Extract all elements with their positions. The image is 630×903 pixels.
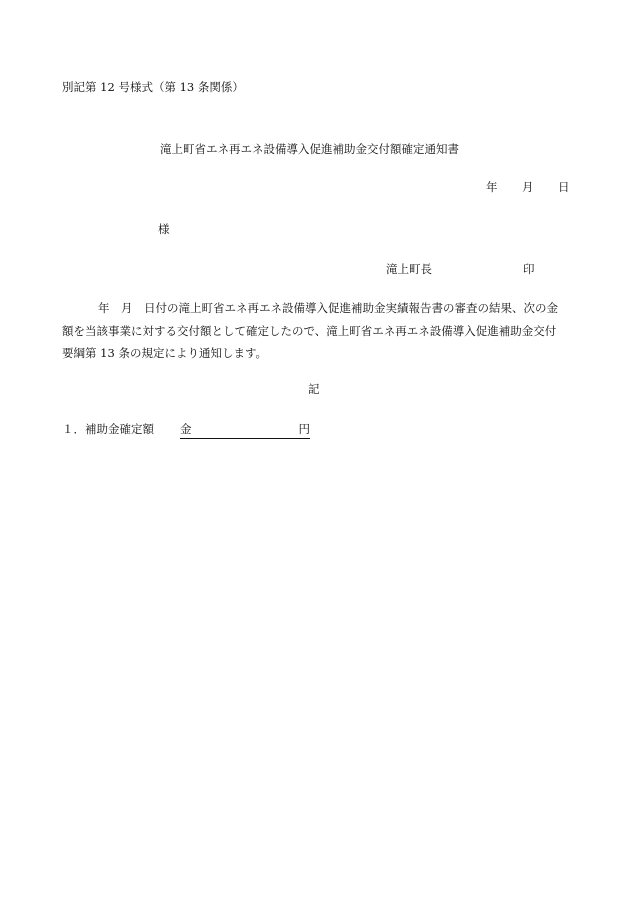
amount-field [180,424,310,439]
amount-prefix: 金 [180,422,192,436]
amount-suffix: 円 [298,422,310,436]
form-label: 別記第 12 号様式（第 13 条関係） [62,80,244,94]
body-text [62,297,570,365]
date-month-label: 月 [522,180,534,194]
body-line: 額を当該事業に対する交付額として確定したので、滝上町省エネ再エネ設備導入促進補助金交付 [62,323,557,338]
body-line [62,297,570,320]
body-line: 要綱第 13 条の規定により通知します。 [62,346,268,360]
page-title: 滝上町省エネ再エネ設備導入促進補助金交付額確定通知書 [160,142,459,156]
item-row [62,424,322,440]
item-label: １．補助金確定額 [62,422,154,436]
addressee-suffix: 様 [158,222,170,236]
notes-mark: 記 [308,382,320,396]
issuer-name: 滝上町長 [386,262,432,276]
body-line-text: 年 月 日付の滝上町省エネ再エネ設備導入促進補助金実績報告書の審査の結果、次の金 [98,301,558,315]
seal-mark: 印 [523,262,535,276]
date-year-label: 年 [486,180,498,194]
date-day-label: 日 [558,180,570,194]
